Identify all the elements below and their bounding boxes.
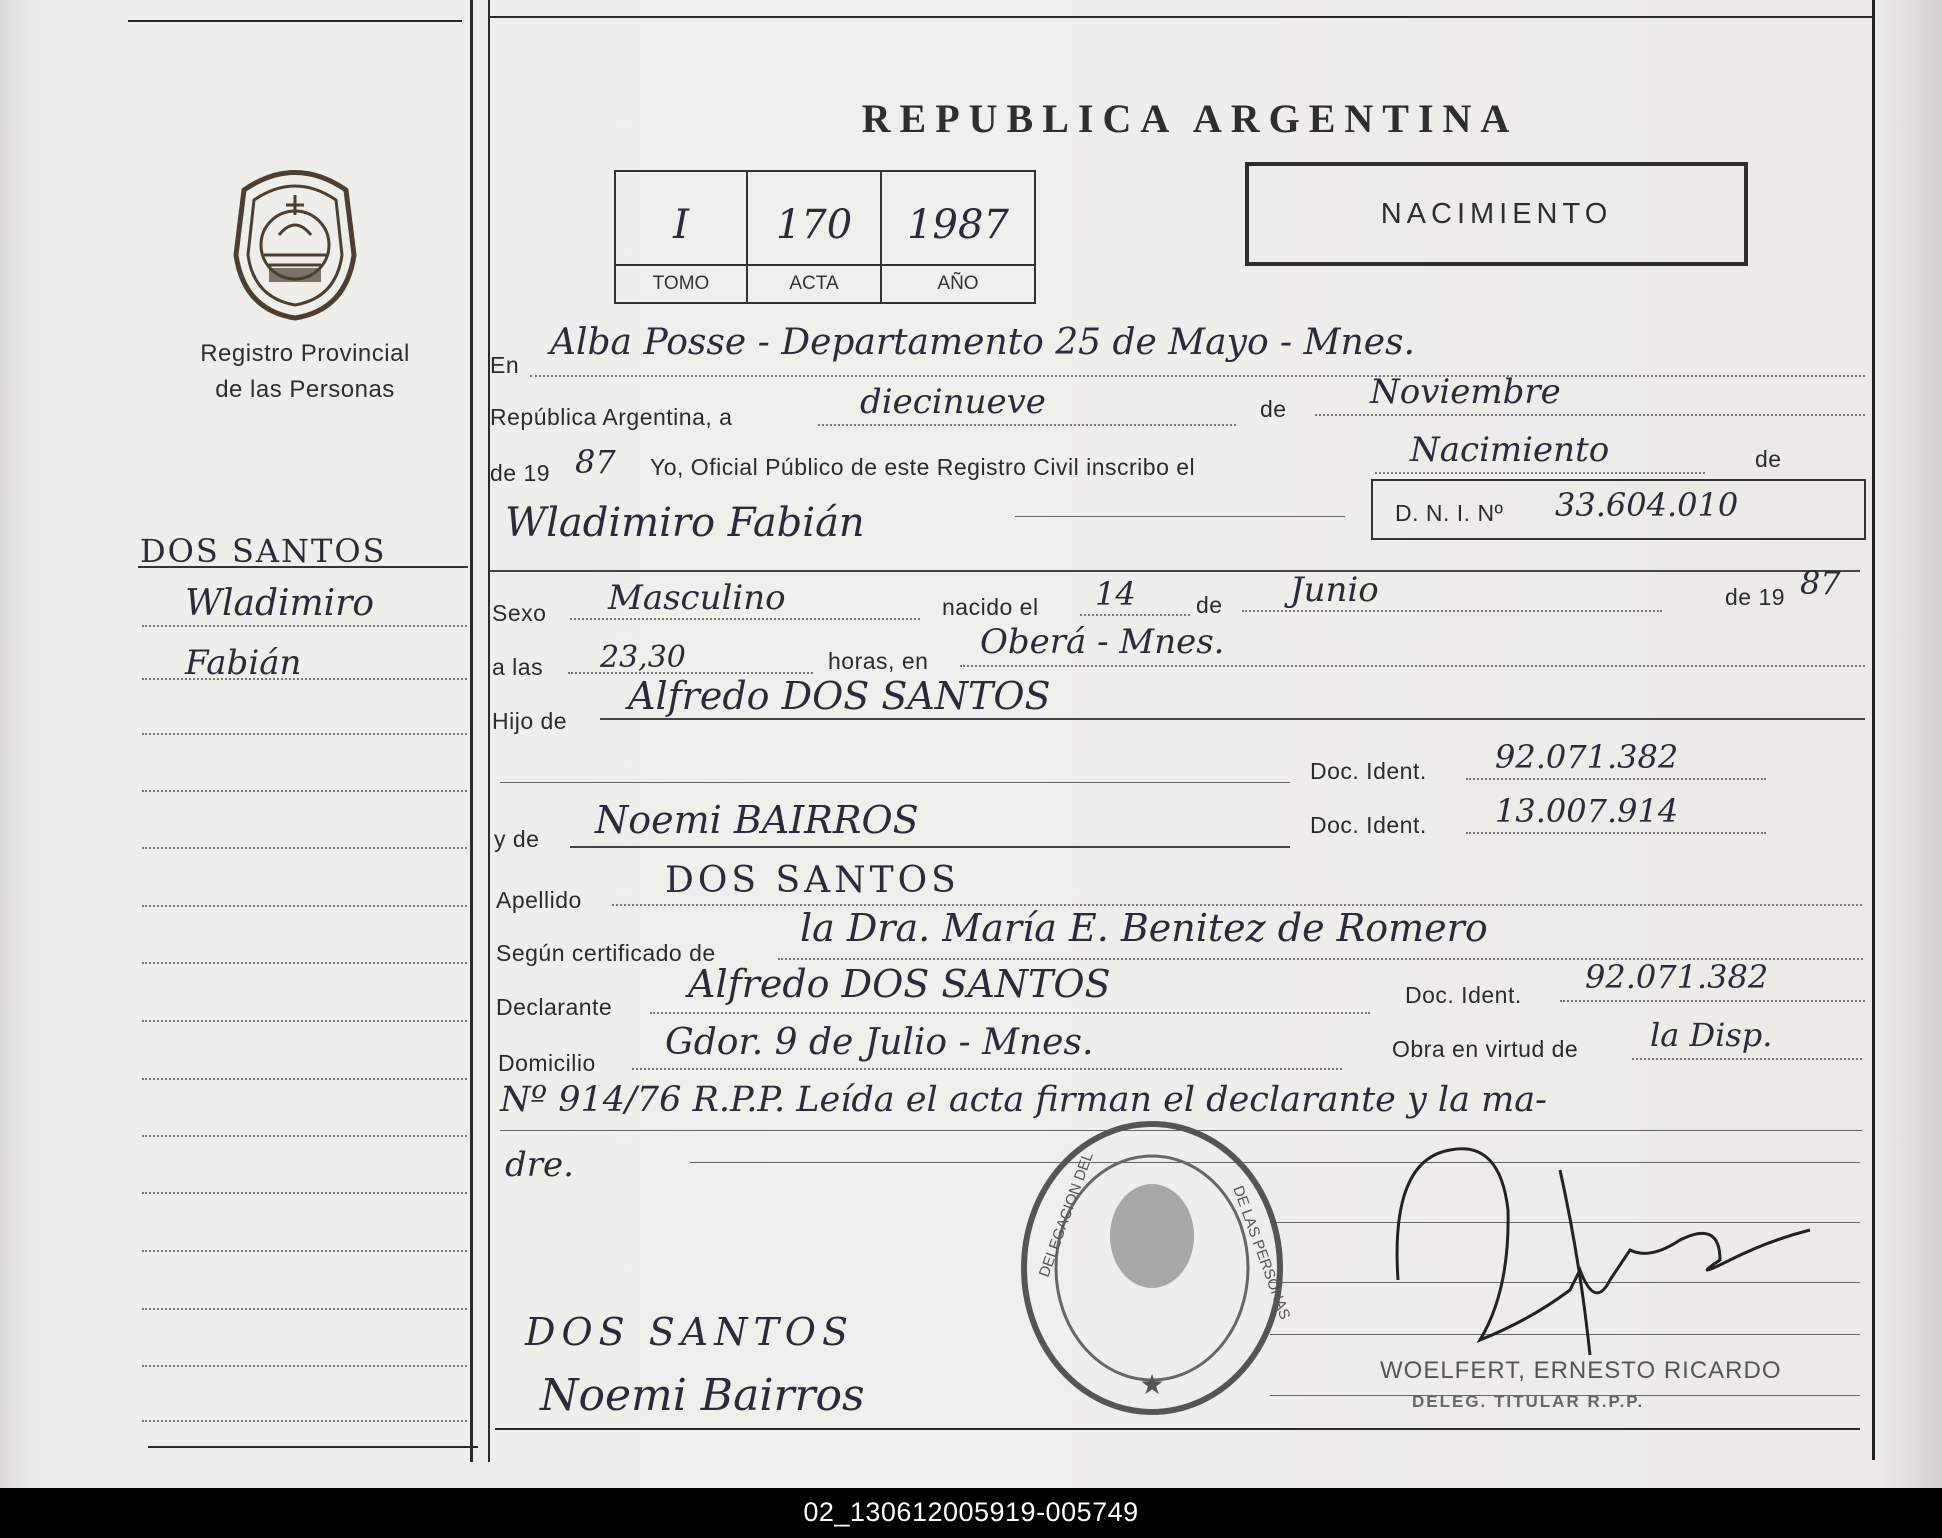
section-rule: [490, 570, 1860, 572]
tomo-value: I: [673, 202, 689, 248]
domicilio-line: [632, 1068, 1342, 1070]
margin-rule: [142, 1250, 467, 1252]
mother-doc-value: 13.007.914: [1495, 792, 1679, 830]
signature-dos-santos: DOS SANTOS: [525, 1310, 854, 1354]
margin-line: [138, 566, 468, 568]
father-line: [600, 718, 1865, 720]
declarante-doc-value: 92.071.382: [1585, 958, 1769, 996]
place-line: [960, 665, 1865, 667]
anio-cell: [882, 172, 1034, 302]
page-right-edge: [1872, 0, 1875, 1460]
margin-rule: [142, 625, 467, 627]
dni-label: D. N. I. Nº: [1395, 500, 1504, 526]
obra-label: Obra en virtud de: [1392, 1036, 1579, 1062]
domicilio-value: Gdor. 9 de Julio - Mnes.: [665, 1022, 1094, 1063]
obra-line: [1632, 1058, 1862, 1060]
official-name: WOELFERT, ERNESTO RICARDO: [1380, 1357, 1782, 1384]
year-suffix: 87: [575, 443, 616, 481]
margin-rule: [142, 847, 467, 849]
place-value: Oberá - Mnes.: [980, 622, 1225, 662]
declarante-label: Declarante: [496, 994, 613, 1020]
alas-label: a las: [492, 654, 544, 680]
sexo-label: Sexo: [492, 600, 547, 626]
birth-year-suffix: 87: [1800, 564, 1841, 602]
hour-value: 23,30: [600, 640, 686, 675]
declarante-value: Alfredo DOS SANTOS: [688, 962, 1111, 1006]
margin-rule: [142, 962, 467, 964]
margin-rule: [142, 733, 467, 735]
acta-value: 170: [775, 202, 853, 248]
birth-month-line: [1242, 610, 1662, 612]
de19-label: de 19: [1725, 584, 1786, 610]
margin-surname: DOS SANTOS: [140, 532, 387, 570]
segun-value: la Dra. María E. Benitez de Romero: [800, 906, 1488, 950]
domicilio-label: Domicilio: [498, 1050, 596, 1076]
month-line: [1315, 414, 1865, 416]
sexo-value: Masculino: [608, 578, 786, 618]
birth-day-line: [1080, 614, 1190, 616]
form-left-rule: [488, 0, 490, 1462]
day-line: [818, 424, 1236, 426]
registry-line-2: de las Personas: [215, 376, 395, 403]
official-signature-icon: [1390, 1140, 1830, 1360]
margin-rule: [142, 1078, 467, 1080]
tomo-label: TOMO: [616, 264, 746, 302]
top-rule-left: [128, 20, 462, 22]
nacido-label: nacido el: [942, 594, 1039, 620]
anio-label: AÑO: [882, 264, 1034, 302]
oficial-label: Yo, Oficial Público de este Registro Civil inscribo el: [650, 454, 1196, 480]
mother-value: Noemi BAIRROS: [595, 798, 919, 842]
father-doc-line: [1466, 778, 1766, 780]
record-reference-box: [614, 170, 1036, 304]
birth-day: 14: [1095, 575, 1136, 613]
en-line: [530, 375, 1865, 377]
father-doc-rule: [500, 782, 1290, 783]
de2-label: de: [1755, 446, 1782, 472]
year-prefix-label: de 19: [490, 460, 551, 486]
signature-noemi-bairros: Noemi Bairros: [540, 1370, 865, 1421]
mother-doc-line: [1466, 832, 1766, 834]
province-seal-icon: [224, 160, 366, 320]
official-title: DELEG. TITULAR R.P.P.: [1412, 1392, 1645, 1411]
note-line-1: Nº 914/76 R.P.P. Leída el acta firman el declarante y la ma-: [500, 1080, 1547, 1120]
segun-label: Según certificado de: [496, 940, 716, 966]
sexo-line: [570, 618, 920, 620]
margin-rule: [142, 1420, 467, 1422]
svg-text:★: ★: [1139, 1369, 1165, 1400]
father-doc-value: 92.071.382: [1495, 738, 1679, 776]
margin-rule: [142, 1020, 467, 1022]
declarante-line: [650, 1012, 1370, 1014]
margin-rule: [142, 1308, 467, 1310]
yde-label: y de: [494, 826, 540, 852]
apellido-value: DOS SANTOS: [665, 860, 960, 901]
bottom-rule-left: [148, 1446, 478, 1448]
child-name-value: Wladimiro Fabián: [505, 500, 865, 546]
apellido-label: Apellido: [496, 887, 582, 913]
record-type-box: NACIMIENTO: [1245, 162, 1748, 266]
scan-footer-id: 02_130612005919-005749: [0, 1488, 1942, 1538]
column-divider: [470, 0, 473, 1462]
margin-rule: [142, 1192, 467, 1194]
en-label: En: [490, 352, 520, 378]
de-label: de: [1260, 396, 1287, 422]
margin-rule: [142, 1365, 467, 1367]
act-line: [1375, 472, 1705, 474]
bottom-rule-right: [495, 1428, 1860, 1430]
registry-stamp-icon: [1018, 1118, 1294, 1418]
svg-text:DE LAS PERSONAS: DE LAS PERSONAS: [1229, 1183, 1294, 1322]
margin-given-2: Fabián: [185, 643, 302, 683]
en-value: Alba Posse - Departamento 25 de Mayo - Mnes.: [550, 322, 1415, 363]
registry-name: [150, 336, 460, 408]
day-value: diecinueve: [860, 382, 1046, 422]
registry-line-1: Registro Provincial: [200, 340, 410, 367]
svg-text:DELEGACION DEL: DELEGACION DEL: [1035, 1149, 1097, 1280]
acta-cell: [748, 172, 882, 302]
margin-given-1: Wladimiro: [185, 583, 375, 624]
declarante-doc-line: [1560, 1000, 1865, 1002]
obra-value: la Disp.: [1650, 1016, 1773, 1054]
document-title: REPUBLICA ARGENTINA: [861, 96, 1519, 141]
hijo-label: Hijo de: [492, 708, 568, 734]
dni-value: 33.604.010: [1555, 486, 1739, 524]
dni-box: [1371, 479, 1866, 540]
de3-label: de: [1196, 592, 1223, 618]
top-rule-right: [488, 16, 1873, 18]
doc2-label: Doc. Ident.: [1310, 812, 1427, 838]
act-value: Nacimiento: [1410, 430, 1610, 470]
acta-label: ACTA: [748, 264, 880, 302]
doc3-label: Doc. Ident.: [1405, 982, 1522, 1008]
margin-rule: [142, 678, 467, 680]
anio-value: 1987: [907, 202, 1009, 248]
father-value: Alfredo DOS SANTOS: [628, 674, 1051, 718]
month-value: Noviembre: [1370, 372, 1561, 412]
note-line-2: dre.: [505, 1145, 574, 1185]
margin-rule: [142, 905, 467, 907]
mother-line: [570, 846, 1290, 848]
margin-rule: [142, 1135, 467, 1137]
birth-month: Junio: [1290, 570, 1379, 610]
margin-rule: [142, 790, 467, 792]
doc-label: Doc. Ident.: [1310, 758, 1427, 784]
republica-label: República Argentina, a: [490, 404, 733, 430]
name-line: [1015, 516, 1345, 517]
horas-label: horas, en: [828, 648, 929, 674]
tomo-cell: [616, 172, 748, 302]
